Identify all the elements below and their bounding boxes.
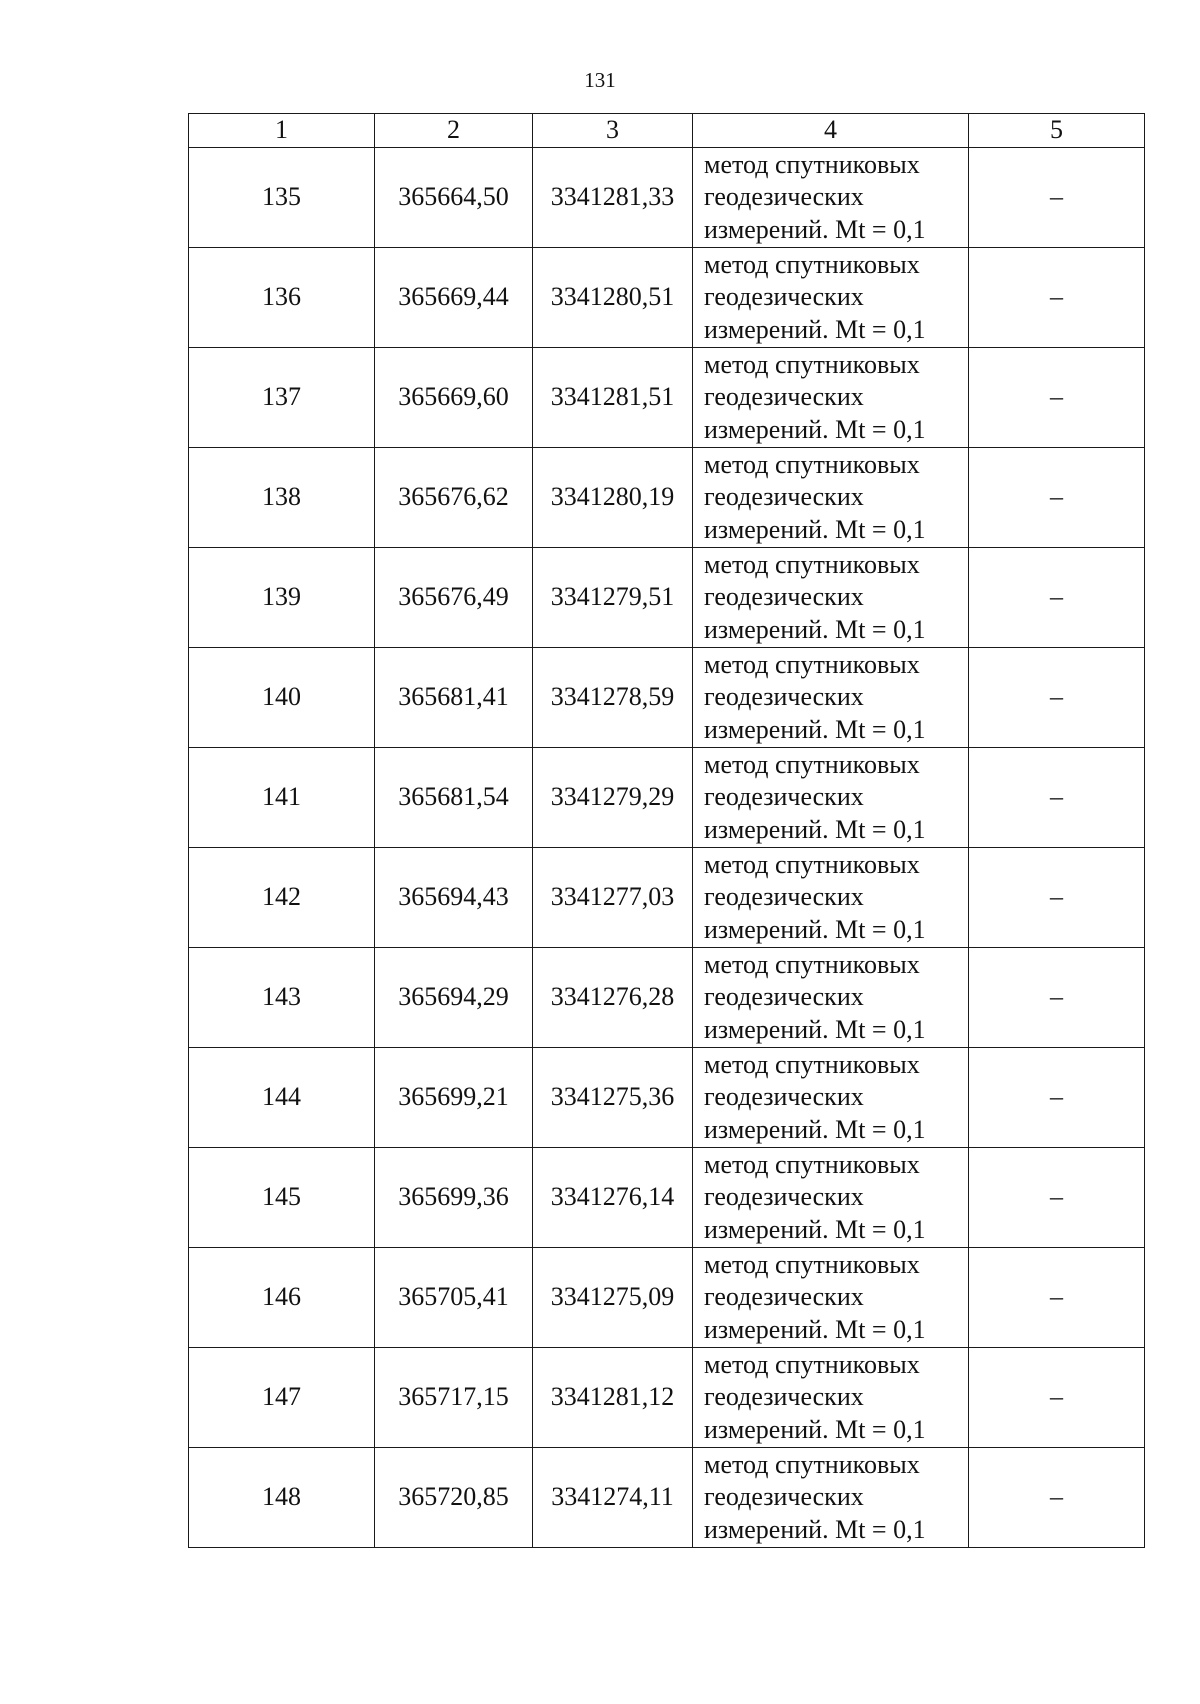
column-header: 4 — [693, 114, 969, 148]
point-number-cell: 145 — [189, 1148, 375, 1248]
note-cell: – — [969, 148, 1145, 248]
point-number-cell: 142 — [189, 848, 375, 948]
note-cell: – — [969, 1048, 1145, 1148]
y-coordinate-cell: 3341276,14 — [533, 1148, 693, 1248]
point-number-cell: 139 — [189, 548, 375, 648]
table-row — [189, 648, 1145, 748]
point-number-cell: 144 — [189, 1048, 375, 1148]
point-number-cell: 143 — [189, 948, 375, 1048]
method-cell: метод спутниковых геодезических измерений. Mt = 0,1 — [693, 1448, 969, 1548]
note-cell: – — [969, 948, 1145, 1048]
method-cell: метод спутниковых геодезических измерений. Mt = 0,1 — [693, 848, 969, 948]
table-row — [189, 1048, 1145, 1148]
header-row — [189, 114, 1145, 148]
x-coordinate-cell: 365699,36 — [375, 1148, 533, 1248]
method-cell: метод спутниковых геодезических измерений. Mt = 0,1 — [693, 148, 969, 248]
method-cell: метод спутниковых геодезических измерений. Mt = 0,1 — [693, 348, 969, 448]
point-number-cell: 137 — [189, 348, 375, 448]
y-coordinate-cell: 3341280,19 — [533, 448, 693, 548]
y-coordinate-cell: 3341279,51 — [533, 548, 693, 648]
method-cell: метод спутниковых геодезических измерений. Mt = 0,1 — [693, 248, 969, 348]
x-coordinate-cell: 365694,43 — [375, 848, 533, 948]
column-header: 5 — [969, 114, 1145, 148]
x-coordinate-cell: 365705,41 — [375, 1248, 533, 1348]
method-cell: метод спутниковых геодезических измерений. Mt = 0,1 — [693, 648, 969, 748]
coordinates-table — [188, 113, 1145, 1548]
y-coordinate-cell: 3341276,28 — [533, 948, 693, 1048]
table-header — [189, 114, 1145, 148]
note-cell: – — [969, 1148, 1145, 1248]
y-coordinate-cell: 3341274,11 — [533, 1448, 693, 1548]
y-coordinate-cell: 3341281,12 — [533, 1348, 693, 1448]
x-coordinate-cell: 365676,62 — [375, 448, 533, 548]
y-coordinate-cell: 3341275,09 — [533, 1248, 693, 1348]
table-row — [189, 1448, 1145, 1548]
note-cell: – — [969, 448, 1145, 548]
method-cell: метод спутниковых геодезических измерений. Mt = 0,1 — [693, 1048, 969, 1148]
point-number-cell: 136 — [189, 248, 375, 348]
point-number-cell: 141 — [189, 748, 375, 848]
y-coordinate-cell: 3341279,29 — [533, 748, 693, 848]
table-row — [189, 1248, 1145, 1348]
point-number-cell: 146 — [189, 1248, 375, 1348]
point-number-cell: 140 — [189, 648, 375, 748]
x-coordinate-cell: 365720,85 — [375, 1448, 533, 1548]
note-cell: – — [969, 848, 1145, 948]
method-cell: метод спутниковых геодезических измерений. Mt = 0,1 — [693, 448, 969, 548]
table-row — [189, 1348, 1145, 1448]
note-cell: – — [969, 248, 1145, 348]
column-header: 2 — [375, 114, 533, 148]
x-coordinate-cell: 365669,44 — [375, 248, 533, 348]
column-header: 3 — [533, 114, 693, 148]
table-row — [189, 948, 1145, 1048]
table-row — [189, 748, 1145, 848]
method-cell: метод спутниковых геодезических измерений. Mt = 0,1 — [693, 1248, 969, 1348]
note-cell: – — [969, 548, 1145, 648]
point-number-cell: 148 — [189, 1448, 375, 1548]
note-cell: – — [969, 1348, 1145, 1448]
point-number-cell: 135 — [189, 148, 375, 248]
x-coordinate-cell: 365717,15 — [375, 1348, 533, 1448]
note-cell: – — [969, 1248, 1145, 1348]
x-coordinate-cell: 365699,21 — [375, 1048, 533, 1148]
note-cell: – — [969, 1448, 1145, 1548]
y-coordinate-cell: 3341280,51 — [533, 248, 693, 348]
table-row — [189, 848, 1145, 948]
y-coordinate-cell: 3341281,33 — [533, 148, 693, 248]
x-coordinate-cell: 365694,29 — [375, 948, 533, 1048]
x-coordinate-cell: 365681,41 — [375, 648, 533, 748]
x-coordinate-cell: 365664,50 — [375, 148, 533, 248]
page-number: 131 — [584, 68, 616, 92]
table-row — [189, 1148, 1145, 1248]
table-row — [189, 548, 1145, 648]
table-body — [189, 148, 1145, 1548]
method-cell: метод спутниковых геодезических измерений. Mt = 0,1 — [693, 1348, 969, 1448]
y-coordinate-cell: 3341278,59 — [533, 648, 693, 748]
note-cell: – — [969, 348, 1145, 448]
column-header: 1 — [189, 114, 375, 148]
method-cell: метод спутниковых геодезических измерений. Mt = 0,1 — [693, 1148, 969, 1248]
y-coordinate-cell: 3341275,36 — [533, 1048, 693, 1148]
note-cell: – — [969, 648, 1145, 748]
table-row — [189, 448, 1145, 548]
point-number-cell: 138 — [189, 448, 375, 548]
table-row — [189, 348, 1145, 448]
x-coordinate-cell: 365676,49 — [375, 548, 533, 648]
x-coordinate-cell: 365681,54 — [375, 748, 533, 848]
method-cell: метод спутниковых геодезических измерений. Mt = 0,1 — [693, 948, 969, 1048]
method-cell: метод спутниковых геодезических измерений. Mt = 0,1 — [693, 548, 969, 648]
x-coordinate-cell: 365669,60 — [375, 348, 533, 448]
table-row — [189, 248, 1145, 348]
method-cell: метод спутниковых геодезических измерений. Mt = 0,1 — [693, 748, 969, 848]
y-coordinate-cell: 3341277,03 — [533, 848, 693, 948]
point-number-cell: 147 — [189, 1348, 375, 1448]
table-row — [189, 148, 1145, 248]
y-coordinate-cell: 3341281,51 — [533, 348, 693, 448]
note-cell: – — [969, 748, 1145, 848]
